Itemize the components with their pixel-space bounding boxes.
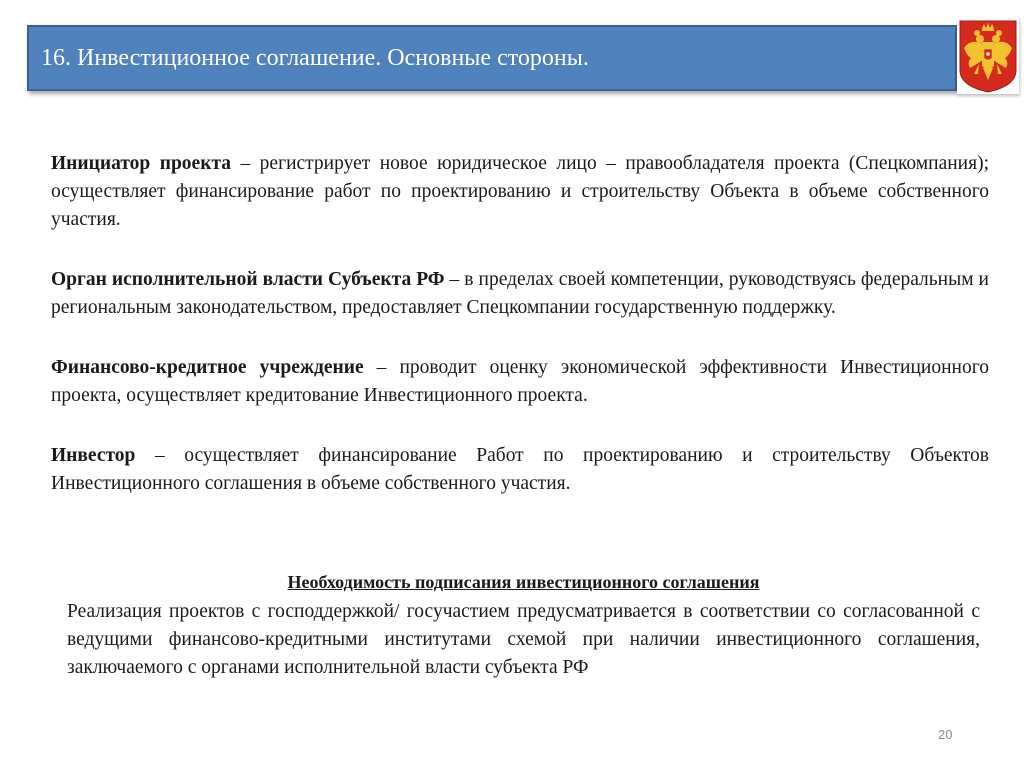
slide-title: 16. Инвестиционное соглашение. Основные стороны.: [41, 45, 589, 71]
emblem-icon: [957, 18, 1019, 94]
necessity-section: [67, 570, 980, 682]
party-term: Инициатор проекта: [51, 153, 232, 174]
parties-list: [51, 150, 989, 498]
necessity-heading: Необходимость подписания инвестиционного соглашения: [287, 572, 760, 592]
party-description: – в пределах своей компетенции, руководствуясь федеральным и региональным законодательством, предоставляет Спецкомпании государственную поддержку.: [51, 269, 989, 318]
title-bar: [27, 25, 957, 91]
party-description: – осуществляет финансирование Работ по проектированию и строительству Объектов Инвестиционного соглашения в объеме собственного участия.: [51, 445, 989, 494]
party-term: Инвестор: [51, 445, 136, 466]
party-term: Орган исполнительной власти Субъекта РФ: [51, 269, 445, 290]
page-number: 20: [938, 727, 953, 742]
party-initiator: [51, 150, 989, 234]
party-description: – проводит оценку экономической эффективности Инвестиционного проекта, осуществляет кредитование Инвестиционного проекта.: [51, 357, 989, 406]
necessity-text: Реализация проектов с господдержкой/ госучастием предусматривается в соответствии со согласованной с ведущими финансово-кредитными институтами схемой при наличии инвестиционного соглашения, заключаемого с органами исполнительной власти субъекта РФ: [67, 601, 980, 678]
party-term: Финансово-кредитное учреждение: [51, 357, 364, 378]
party-description: – регистрирует новое юридическое лицо – правообладателя проекта (Спецкомпания); осуществляет финансирование работ по проектированию и строительству Объекта в объеме собственного участия.: [51, 153, 989, 230]
party-financial-institution: [51, 354, 989, 410]
party-investor: [51, 442, 989, 498]
party-executive-authority: [51, 266, 989, 322]
